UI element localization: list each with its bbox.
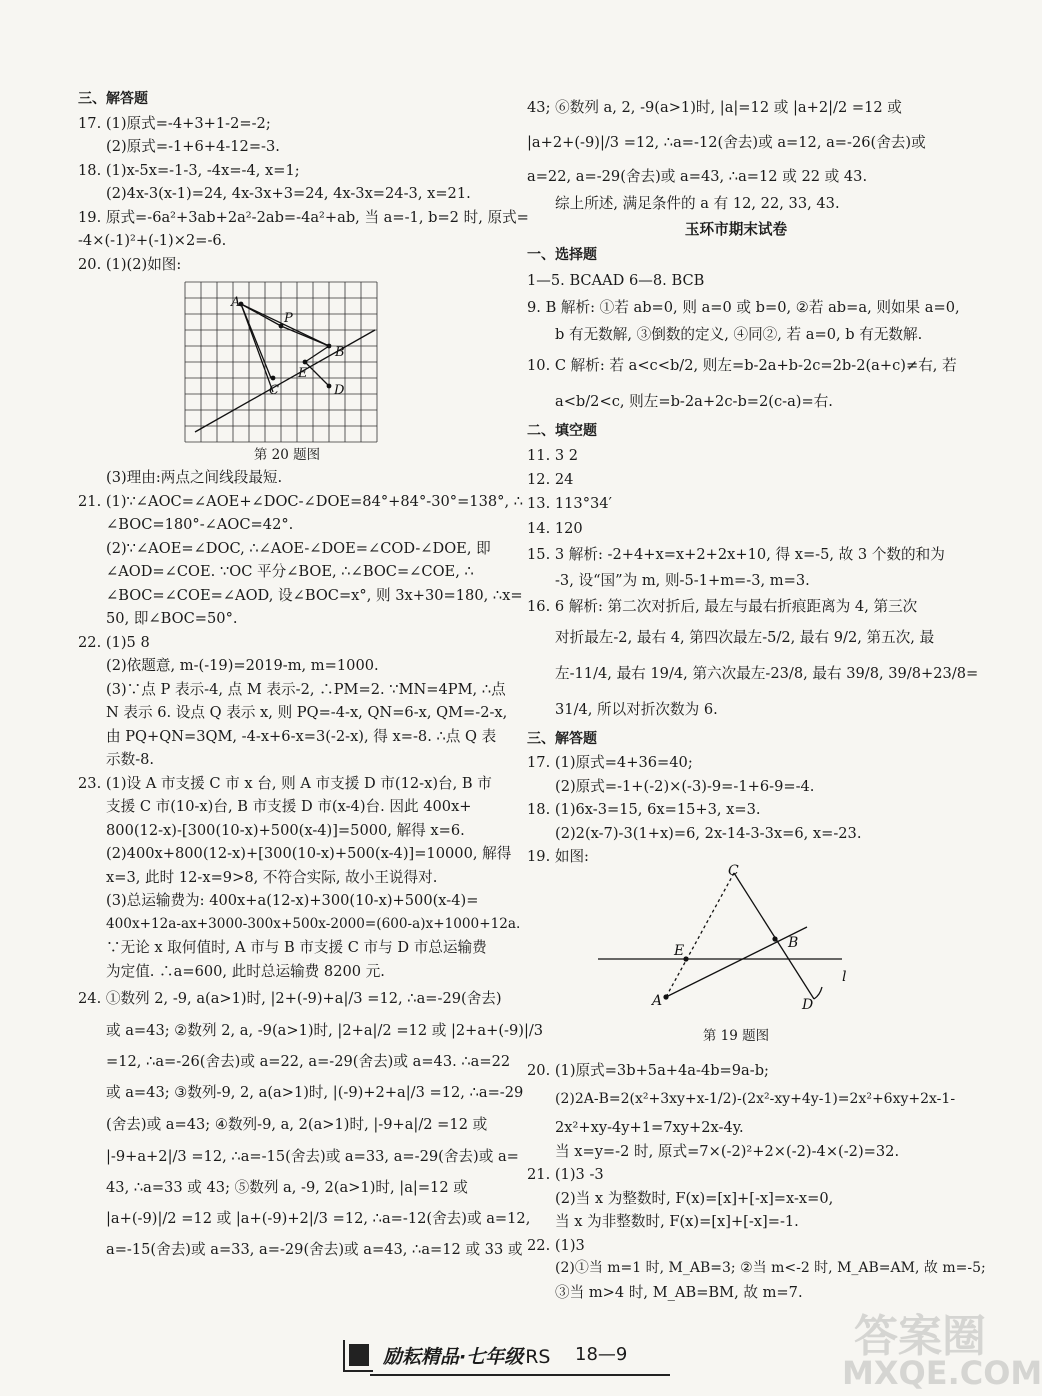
label-e: E (298, 366, 308, 381)
text-line: 示数-8. (106, 751, 155, 768)
text-line: -4×(-1)²+(-1)×2=-6. (78, 232, 227, 249)
text-line: (2)400x+800(12-x)+[300(10-x)+500(x-4)]=10000, 解得 (106, 845, 512, 862)
text-line: 综上所述, 满足条件的 a 有 12, 22, 33, 43. (555, 195, 840, 212)
line-figure (592, 862, 872, 1019)
right-column (527, 88, 986, 1304)
text-line: |a+2+(-9)|/3 =12, ∴a=-12(舍去)或 a=12, a=-26(舍去)或 (527, 134, 926, 151)
text-line: 10. C 解析: 若 a<c<b/2, 则左=b-2a+b-2c=2b-2(a+c)≠右, 若 (527, 357, 957, 374)
left-column (78, 88, 544, 1265)
text-line: 20. (1)原式=3b+5a+4a-4b=9a-b; (527, 1061, 769, 1079)
text-line: (舍去)或 a=43; ④数列-9, a, 2(a>1)时, |-9+a|/2 =12 或 (106, 1116, 488, 1133)
brand-mark-icon (343, 1340, 373, 1372)
label-b: B (788, 934, 799, 951)
text-line: 400x+12a-ax+3000-300x+500x-2000=(600-a)x+1000+12a. (106, 915, 521, 932)
label-d: D (802, 996, 814, 1013)
label-e: E (674, 942, 685, 959)
text-line: x=3, 此时 12-x=9>8, 不符合实际, 故小王说得对. (106, 868, 438, 886)
text-line: a<b/2<c, 则左=b-2a+2c-b=2(c-a)=右. (555, 393, 833, 410)
text-line: (2)2(x-7)-3(1+x)=6, 2x-14-3-3x=6, x=-23. (555, 824, 862, 842)
text-line: 19. 原式=-6a²+3ab+2a²-2ab=-4a²+ab, 当 a=-1, b=2 时, 原式= (78, 208, 529, 226)
text-line: 21. (1)3 -3 (527, 1166, 604, 1183)
text-line: (2)原式=-1+(-2)×(-3)-9=-1+6-9=-4. (555, 777, 815, 795)
watermark-url: MXQE.COM (842, 1354, 1042, 1392)
label-b: B (335, 345, 345, 360)
text-line: 50, 即∠BOC=50°. (106, 610, 238, 627)
watermark-text: 答案圈 (854, 1311, 986, 1362)
text-line: 为定值. ∴a=600, 此时总运输费 8200 元. (106, 962, 385, 980)
text-line: |-9+a+2|/3 =12, ∴a=-15(舍去)或 a=33, a=-29(舍去)或 a= (106, 1148, 519, 1165)
text-line: a=-15(舍去)或 a=33, a=-29(舍去)或 a=43, ∴a=12 或 33 或 (106, 1241, 523, 1258)
figure-caption: 第 20 题图 (253, 447, 321, 463)
text-line: 15. 3 解析: -2+4+x=x+2+2x+10, 得 x=-5, 故 3 个数的和为 (527, 545, 945, 563)
text-line: 21. (1)∵∠AOC=∠AOE+∠DOC-∠DOE=84°+84°-30°=138°, ∴ (78, 492, 524, 510)
text-line: (2)原式=-1+6+4-12=-3. (106, 138, 280, 155)
text-line: (2)依题意, m-(-19)=2019-m, m=1000. (106, 657, 379, 674)
text-line: 18. (1)6x-3=15, 6x=15+3, x=3. (527, 801, 761, 818)
section-heading: 三、解答题 (527, 730, 597, 747)
text-line: 由 PQ+QN=3QM, -4-x+6-x=3(-2-x), 得 x=-8. ∴点 Q 表 (106, 727, 497, 745)
text-line: b 有无数解, ③倒数的定义, ④同②, 若 a=0, b 有无数解. (555, 326, 923, 343)
label-c: C (728, 862, 739, 879)
brand-name: 励耘精品·七年级 (383, 1346, 524, 1368)
text-line: N 表示 6. 设点 Q 表示 x, 则 PQ=-4-x, QN=6-x, QM=-2-x, (106, 704, 508, 721)
text-line: 18. (1)x-5x=-1-3, -4x=-4, x=1; (78, 161, 300, 179)
label-c: C (269, 383, 279, 398)
figure-19 (527, 862, 945, 1059)
text-line: ∠BOC=180°-∠AOC=42°. (106, 516, 294, 533)
text-line: 或 a=43; ③数列-9, 2, a(a>1)时, |(-9)+2+a|/3 =12, ∴a=-29 (106, 1084, 524, 1101)
text-line: =12, ∴a=-26(舍去)或 a=22, a=-29(舍去)或 a=43. ∴a=22 (106, 1053, 511, 1070)
text-line: 支援 C 市(10-x)台, B 市支援 D 市(x-4)台. 因此 400x+ (106, 798, 472, 815)
label-p: P (284, 311, 293, 326)
figure-20 (78, 276, 496, 466)
text-line: 当 x 为非整数时, F(x)=[x]+[-x]=-1. (555, 1213, 799, 1230)
text-line: 20. (1)(2)如图: (78, 255, 182, 273)
text-line: (2)∵∠AOE=∠DOC, ∴∠AOE-∠DOE=∠COD-∠DOE, 即 (106, 539, 491, 557)
label-a: A (231, 295, 241, 310)
text-line: 11. 3 2 (527, 446, 579, 464)
text-line: 24. ①数列 2, -9, a(a>1)时, |2+(-9)+a|/3 =12, ∴a=-29(舍去) (78, 990, 502, 1007)
text-line: ∠BOC=∠COE=∠AOD, 设∠BOC=x°, 则 3x+30=180, ∴x= (106, 586, 523, 604)
text-line: 2x²+xy-4y+1=7xy+2x-4y. (555, 1119, 744, 1136)
text-line: 22. (1)5 8 (78, 633, 150, 651)
label-a: A (652, 992, 663, 1009)
edition: RS (525, 1346, 551, 1368)
text-line: (2)4x-3(x-1)=24, 4x-3x+3=24, 4x-3x=24-3, x=21. (106, 185, 471, 202)
watermark (814, 1296, 1042, 1396)
text-line: a=22, a=-29(舍去)或 a=43, ∴a=12 或 22 或 43. (527, 168, 868, 185)
text-line: 19. 如图: (527, 848, 589, 865)
text-line: |a+(-9)|/2 =12 或 |a+(-9)+2|/3 =12, ∴a=-12(舍去)或 a=12, (106, 1210, 531, 1227)
text-line: 9. B 解析: ①若 ab=0, 则 a=0 或 b=0, ②若 ab=a, 则如果 a=0, (527, 299, 960, 316)
text-line: (3)总运输费为: 400x+a(12-x)+300(10-x)+500(x-4)= (106, 892, 479, 909)
text-line: -3, 设“国”为 m, 则-5-1+m=-3, m=3. (555, 571, 810, 589)
text-line: ∠AOD=∠COE. ∵OC 平分∠BOE, ∴∠BOC=∠COE, ∴ (106, 563, 474, 580)
text-line: 800(12-x)-[300(10-x)+500(x-4)]=5000, 解得 x=6. (106, 821, 465, 839)
text-line: 对折最左-2, 最右 4, 第四次最左-5/2, 最右 9/2, 第五次, 最 (555, 628, 935, 646)
grid-figure (185, 282, 385, 442)
text-line: 23. (1)设 A 市支援 C 市 x 台, 则 A 市支援 D 市(12-x)台, B 市 (78, 774, 492, 792)
text-line: 43; ⑥数列 a, 2, -9(a>1)时, |a|=12 或 |a+2|/2 =12 或 (527, 99, 902, 116)
label-d: D (334, 383, 345, 398)
text-line: 13. 113°34′ (527, 494, 612, 512)
section-heading: 二、填空题 (527, 423, 597, 439)
page-number: 18—9 (575, 1344, 628, 1365)
text-line: (3)理由:两点之间线段最短. (106, 469, 283, 486)
text-line: (2)当 x 为整数时, F(x)=[x]+[-x]=x-x=0, (555, 1189, 834, 1207)
section-heading: 三、解答题 (78, 91, 148, 107)
text-line: ∵无论 x 取何值时, A 市与 B 市支援 C 市与 D 市总运输费 (106, 939, 487, 956)
text-line: 43, ∴a=33 或 43; ⑤数列 a, -9, 2(a>1)时, |a|=12 或 (106, 1179, 468, 1196)
text-line: ③当 m>4 时, M_AB=BM, 故 m=7. (555, 1283, 803, 1301)
text-line: 22. (1)3 (527, 1236, 585, 1254)
text-line: 当 x=y=-2 时, 原式=7×(-2)²+2×(-2)-4×(-2)=32. (555, 1142, 900, 1160)
label-l: l (842, 968, 847, 985)
brand-title (383, 1342, 550, 1369)
text-line: 左-11/4, 最右 19/4, 第六次最左-23/8, 最右 39/8, 39/8+23/8= (555, 664, 979, 682)
text-line: (2)2A-B=2(x²+3xy+x-1/2)-(2x²-xy+4y-1)=2x²+6xy+2x-1- (555, 1091, 956, 1107)
text-line: 1—5. BCAAD 6—8. BCB (527, 272, 705, 289)
text-line: (2)①当 m=1 时, M_AB=3; ②当 m<-2 时, M_AB=AM, 故 m=-5; (555, 1260, 986, 1276)
footer-rule (370, 1374, 670, 1376)
section-heading: 一、选择题 (527, 246, 597, 263)
text-line: 17. (1)原式=-4+3+1-2=-2; (78, 114, 271, 132)
text-line: 14. 120 (527, 519, 583, 537)
figure-caption: 第 19 题图 (702, 1027, 770, 1044)
text-line: 31/4, 所以对折次数为 6. (555, 700, 718, 718)
text-line: 12. 24 (527, 470, 574, 488)
text-line: (3)∵点 P 表示-4, 点 M 表示-2, ∴PM=2. ∵MN=4PM, ∴点 (106, 680, 506, 698)
text-line: 17. (1)原式=4+36=40; (527, 754, 693, 771)
page-footer (343, 1338, 653, 1372)
text-line: 或 a=43; ②数列 2, a, -9(a>1)时, |2+a|/2 =12 或 |2+a+(-9)|/3 (106, 1022, 544, 1039)
exam-title: 玉环市期末试卷 (684, 220, 788, 238)
text-line: 16. 6 解析: 第二次对折后, 最左与最右折痕距离为 4, 第三次 (527, 597, 918, 615)
